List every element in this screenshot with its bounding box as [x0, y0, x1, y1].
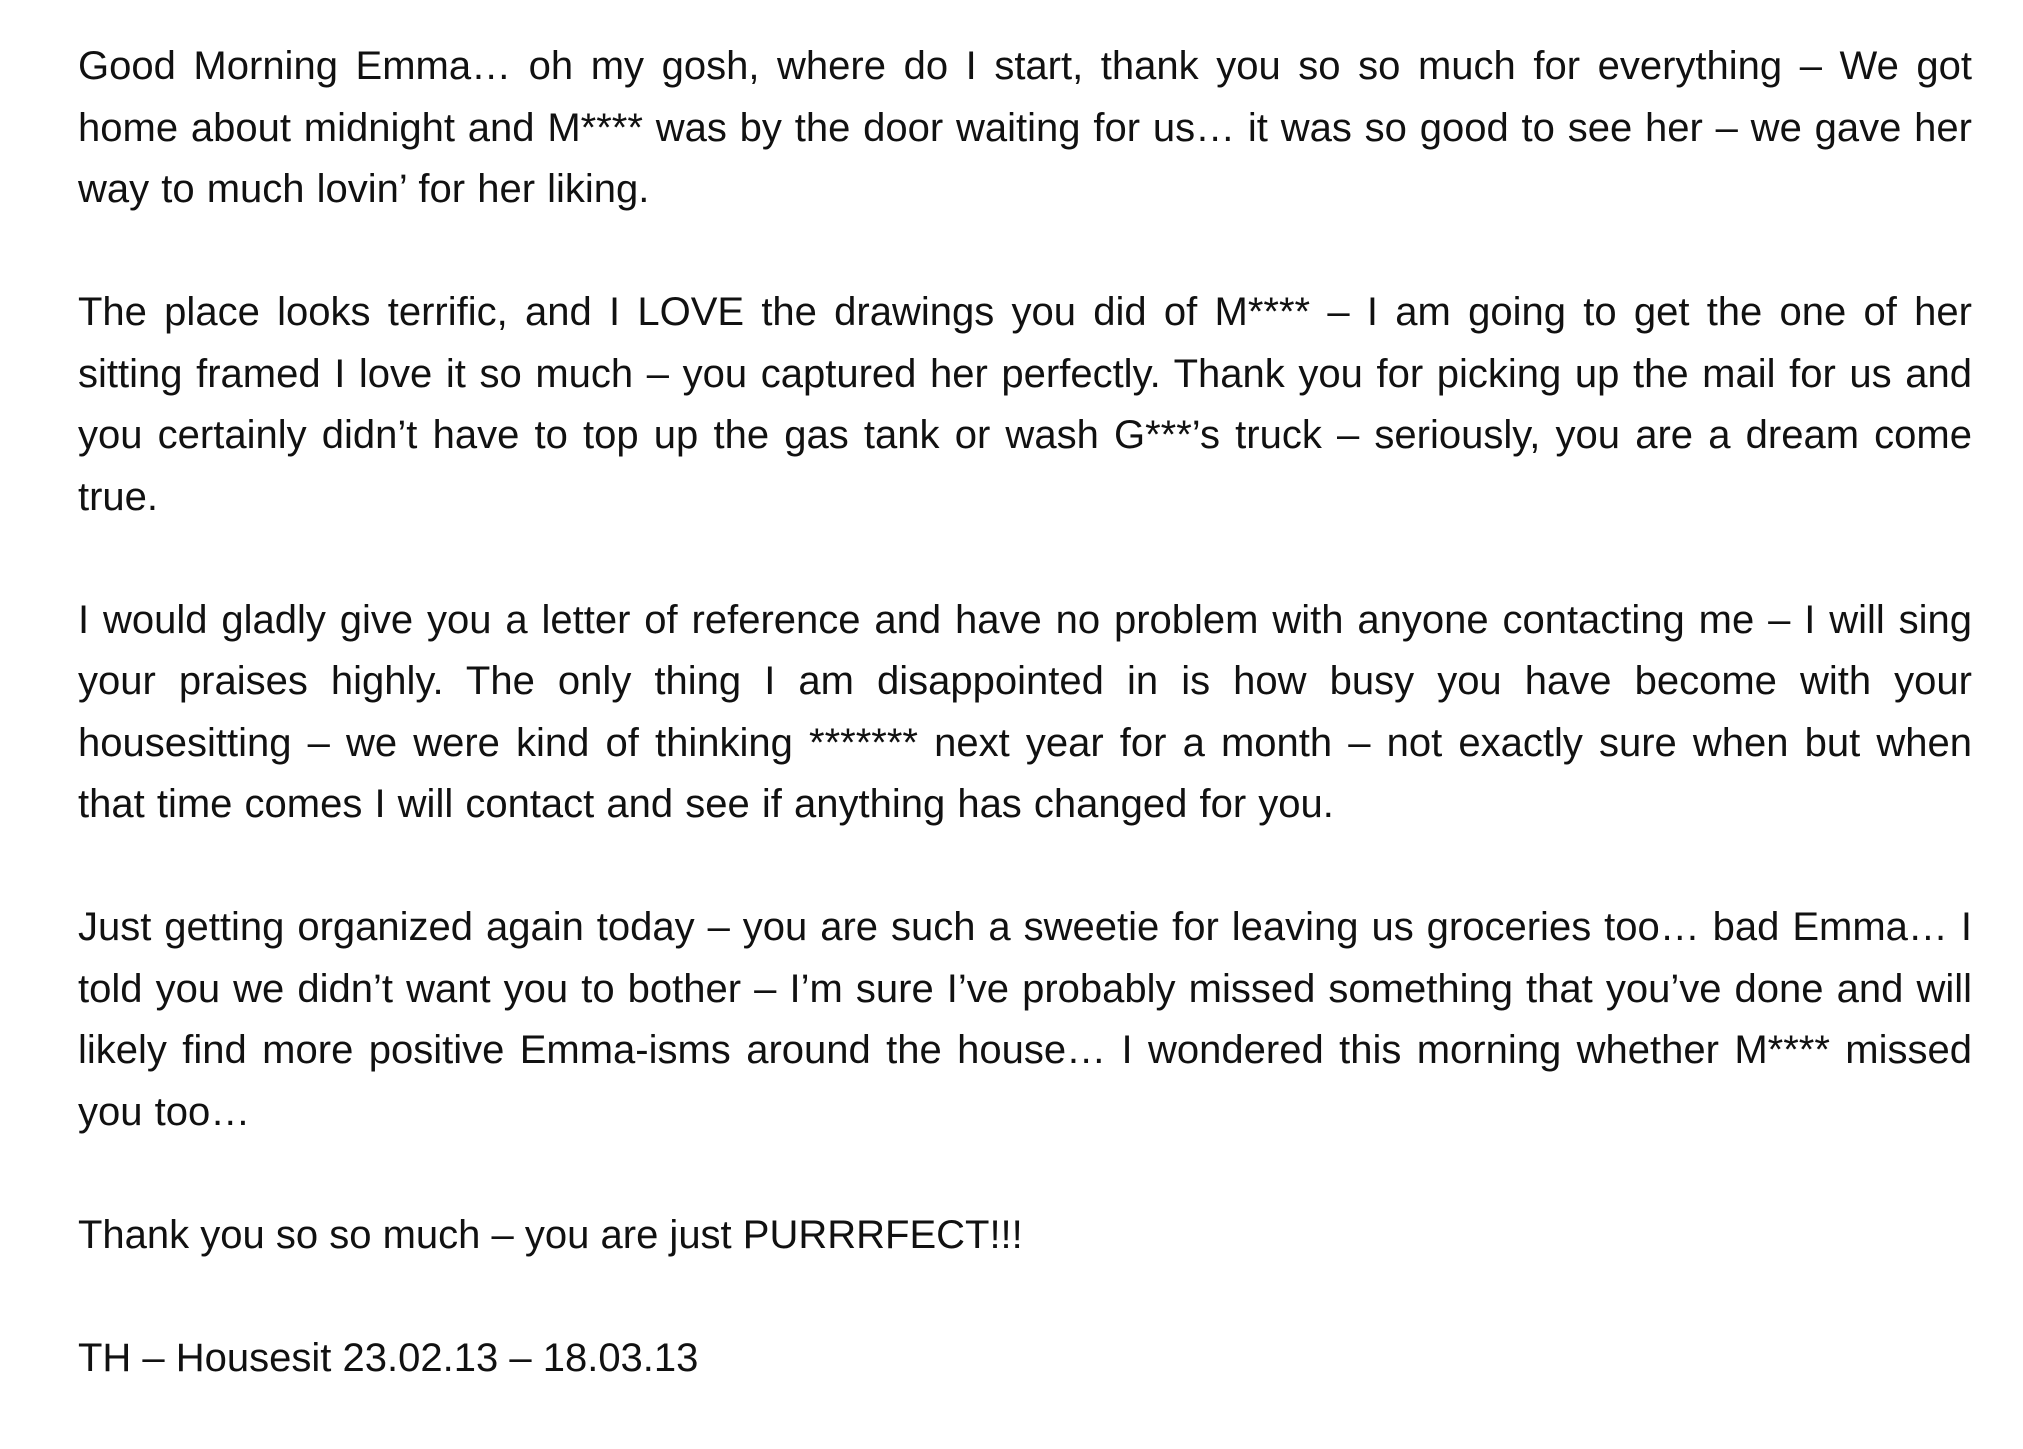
paragraph-organized: Just getting organized again today – you are such a sweetie for leaving us groceries too… bad Emma… I told you we didn’t want you to bother – I’m sure I’ve probably missed something that you’ve done and will likely find more positive Emma-isms around the house… I wondered this morning whether M**** missed you too…	[78, 905, 1972, 1134]
paragraph-reference: I would gladly give you a letter of reference and have no problem with anyone contacting me – I will sing your praises highly. The only thing I am disappointed in is how busy you have become with your housesitting – we were kind of thinking ******* next year for a month – not exactly sure when but when that time comes I will contact and see if anything has changed for you.	[78, 597, 1972, 826]
signature-line: TH – Housesit 23.02.13 – 18.03.13	[78, 1335, 699, 1380]
closing-line: Thank you so so much – you are just PURRRFECT!!!	[78, 1212, 1023, 1257]
letter-document	[78, 36, 1972, 1389]
paragraph-place-drawings: The place looks terrific, and I LOVE the drawings you did of M**** – I am going to get the one of her sitting framed I love it so much – you captured her perfectly. Thank you for picking up the mail for us and you certainly didn’t have to top up the gas tank or wash G***’s truck – seriously, you are a dream come true.	[78, 290, 1972, 519]
paragraph-greeting: Good Morning Emma… oh my gosh, where do I start, thank you so so much for everything – We got home about midnight and M**** was by the door waiting for us… it was so good to see her – we gave her way to much lovin’ for her liking.	[78, 44, 1972, 211]
